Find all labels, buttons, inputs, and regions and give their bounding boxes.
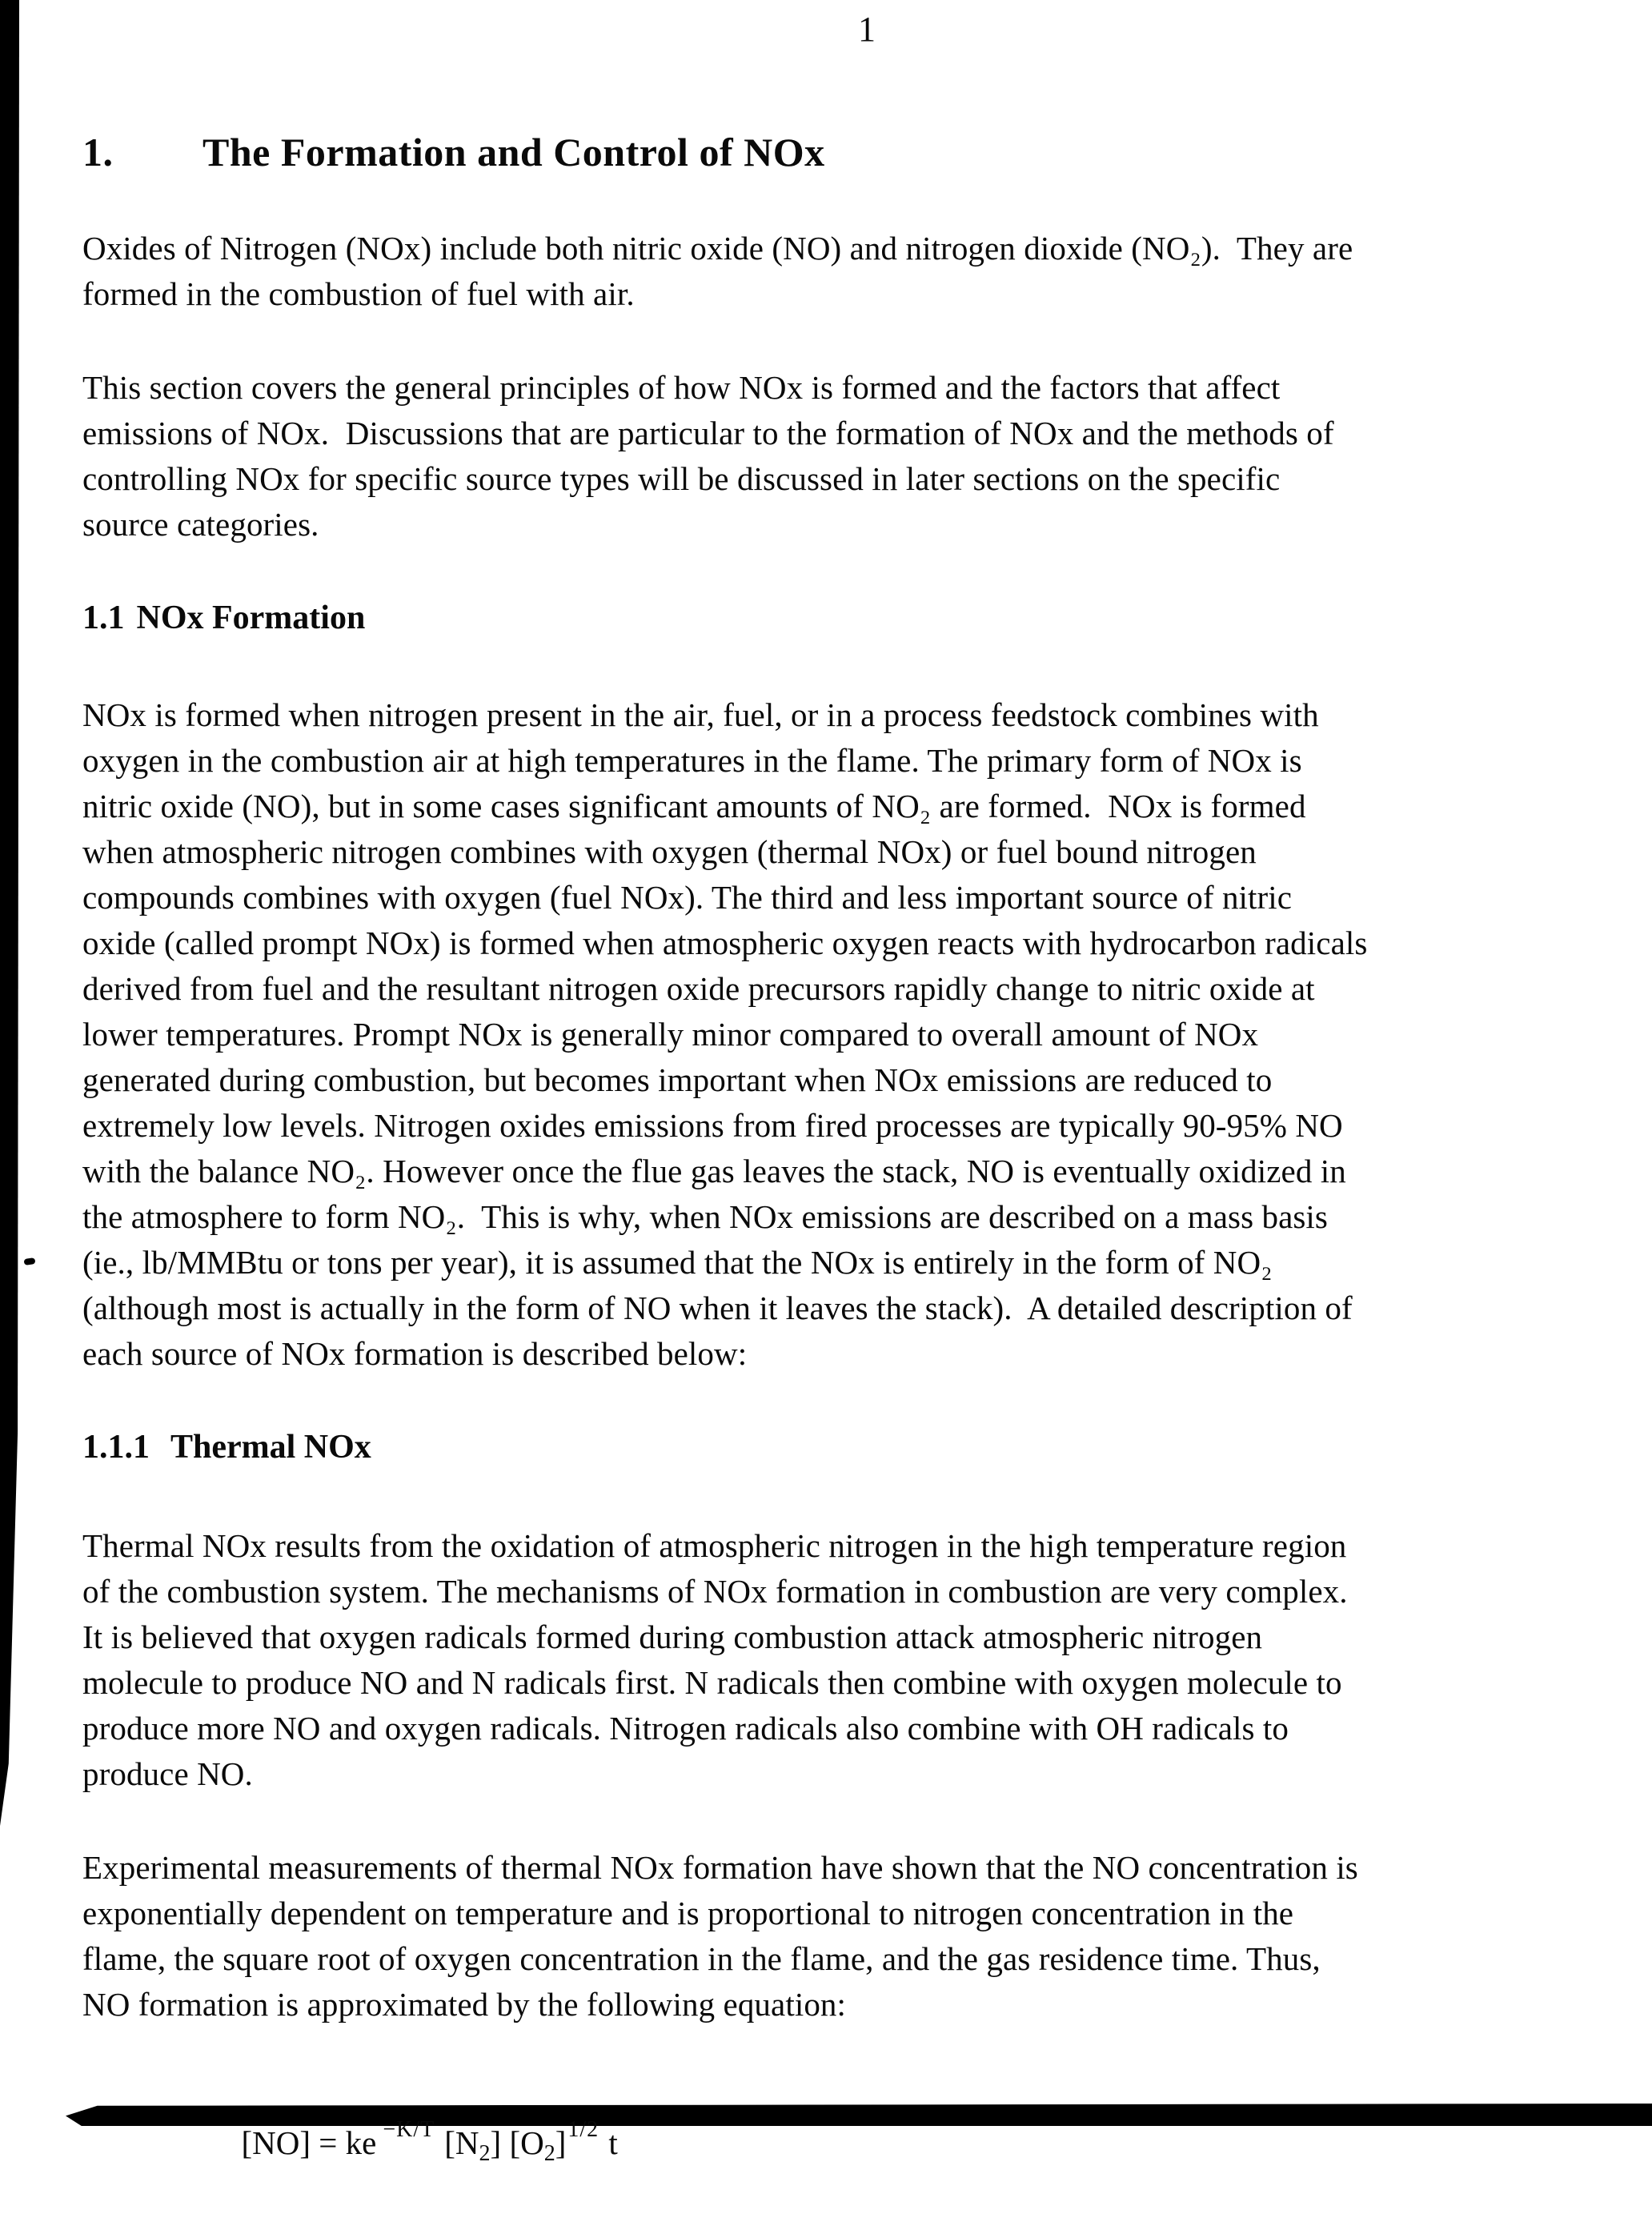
text-line: emissions of NOx. Discussions that are particular to the formation of NOx and the methods of (82, 415, 1334, 451)
text-line: compounds combines with oxygen (fuel NOx). The third and less important source of nitric (82, 879, 1293, 916)
equation-lhs: [NO] = ke (241, 2124, 377, 2161)
section-heading-number: 1. (82, 130, 114, 174)
equation-n2-subscript: 2 (479, 2141, 491, 2166)
text-line: generated during combustion, but becomes important when NOx emissions are reduced to (82, 1061, 1273, 1098)
text-line: source categories. (82, 506, 319, 543)
scan-artifact-left-bar (0, 0, 19, 1837)
paragraph-section-scope (82, 365, 1618, 547)
text-line: produce more NO and oxygen radicals. Nitrogen radicals also combine with OH radicals to (82, 1710, 1289, 1747)
text-line: This section covers the general principles of how NOx is formed and the factors that affect (82, 369, 1281, 406)
text-line: (ie., lb/MMBtu or tons per year), it is assumed that the NOx is entirely in the form of NO₂ (82, 1244, 1273, 1281)
section-heading-title: The Formation and Control of NOx (202, 130, 825, 174)
text-line: produce NO. (82, 1755, 253, 1792)
equation-no-formation (192, 2061, 1618, 2222)
text-line: NO formation is approximated by the following equation: (82, 1986, 847, 2023)
equation-o2-subscript: 2 (543, 2141, 555, 2166)
paragraph-nox-formation (82, 692, 1618, 1377)
text-line: each source of NOx formation is described below: (82, 1335, 748, 1372)
paragraph-experimental (82, 1845, 1618, 2027)
page-number: 1 (858, 10, 876, 49)
text-line: NOx is formed when nitrogen present in the air, fuel, or in a process feedstock combines with (82, 696, 1319, 733)
equation-n2-open: [N (444, 2124, 479, 2161)
text-line: Thermal NOx results from the oxidation of atmospheric nitrogen in the high temperature region (82, 1527, 1347, 1564)
text-line: Experimental measurements of thermal NOx formation have shown that the NO concentration is (82, 1849, 1358, 1886)
text-line: molecule to produce NO and N radicals first. N radicals then combine with oxygen molecule to (82, 1664, 1342, 1701)
text-line: lower temperatures. Prompt NOx is generally minor compared to overall amount of NOx (82, 1016, 1259, 1053)
equation-n2-close: ] (490, 2124, 510, 2161)
text-line: oxide (called prompt NOx) is formed when atmospheric oxygen reacts with hydrocarbon radicals (82, 924, 1368, 961)
text-line: with the balance NO₂. However once the flue gas leaves the stack, NO is eventually oxidized in (82, 1153, 1346, 1189)
section-heading (82, 130, 1618, 174)
equation-time-variable: t (600, 2124, 618, 2161)
subsection-heading-thermal-nox (82, 1427, 1618, 1467)
text-line: of the combustion system. The mechanisms of NOx formation in combustion are very complex. (82, 1573, 1348, 1610)
subsection-heading-title: NOx Formation (136, 600, 366, 636)
text-line: It is believed that oxygen radicals formed during combustion attack atmospheric nitrogen (82, 1618, 1263, 1655)
subsection-heading-number: 1.1.1 (82, 1429, 150, 1466)
scan-artifact-dot (24, 1257, 36, 1265)
text-line: (although most is actually in the form of NO when it leaves the stack). A detailed description of (82, 1289, 1353, 1326)
subsection-heading-nox-formation (82, 598, 1618, 638)
text-line: formed in the combustion of fuel with air. (82, 275, 635, 312)
text-line: when atmospheric nitrogen combines with oxygen (thermal NOx) or fuel bound nitrogen (82, 833, 1257, 870)
text-line: extremely low levels. Nitrogen oxides emissions from fired processes are typically 90-95% NO (82, 1107, 1343, 1144)
text-line: nitric oxide (NO), but in some cases significant amounts of NO₂ are formed. NOx is formed (82, 788, 1306, 824)
text-line: controlling NOx for specific source types will be discussed in later sections on the specific (82, 460, 1281, 497)
document-body (82, 0, 1618, 2222)
text-line: Oxides of Nitrogen (NOx) include both nitric oxide (NO) and nitrogen dioxide (NO₂). They are (82, 230, 1353, 267)
equation-o2-close: ] (555, 2124, 567, 2161)
equation-o2-open: [O (509, 2124, 544, 2161)
text-line: the atmosphere to form NO₂. This is why, when NOx emissions are described on a mass basis (82, 1198, 1328, 1235)
subsection-heading-number: 1.1 (82, 600, 125, 636)
paragraph-thermal-nox (82, 1523, 1618, 1797)
equation-power: 1/2 (567, 2117, 599, 2142)
subsection-heading-title: Thermal NOx (170, 1429, 371, 1466)
text-line: flame, the square root of oxygen concentration in the flame, and the gas residence time. Thus, (82, 1940, 1321, 1977)
text-line: exponentially dependent on temperature and is proportional to nitrogen concentration in the (82, 1895, 1294, 1931)
text-line: oxygen in the combustion air at high temperatures in the flame. The primary form of NOx is (82, 742, 1302, 779)
text-line: derived from fuel and the resultant nitrogen oxide precursors rapidly change to nitric oxide at (82, 970, 1315, 1007)
equation-exponent: −K/T (383, 2117, 435, 2142)
paragraph-intro (82, 226, 1618, 317)
